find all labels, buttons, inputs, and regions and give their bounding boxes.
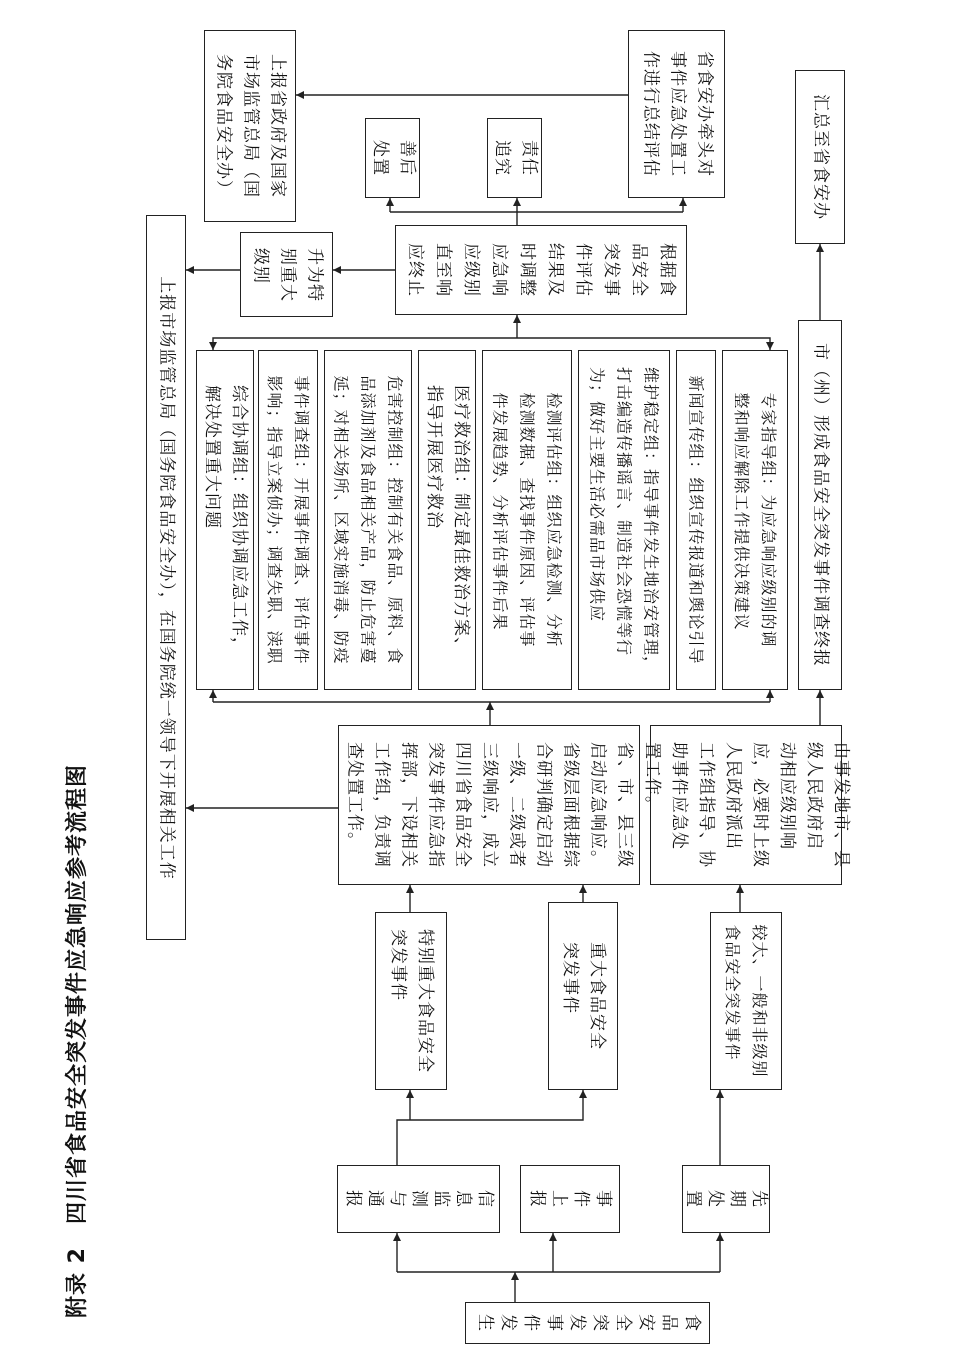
- page-title: 附录 2 四川省食品安全突发事件应急响应参考流程图: [65, 764, 90, 1318]
- summary-province-box: [795, 70, 845, 244]
- group-investigation-box: [258, 350, 318, 690]
- group-investigation-text: 事件调查组：开展事件调查、评估事件 影响；指导立案侦办；调查失职、渎职: [265, 375, 311, 665]
- provincial-response-box: [338, 725, 640, 885]
- local-response-box: [642, 725, 851, 885]
- state-report-text: 上报省政府及国家 市场监管总局（国 务院食品安全办）: [213, 54, 288, 198]
- provincial-response-text: 省、市、县三级 启动应急响应。 省级层面根据综 合研判确定启动 一级、二级或者 三级响应，成立 四川省食品安全 突发事件应急指 挥部，下设相关 工作组，负责调 查处置工作。: [344, 742, 635, 868]
- city-report-box: [798, 320, 842, 690]
- group-news-box: [676, 350, 716, 690]
- evaluation-box: [628, 30, 725, 198]
- group-expert-text: 专家指导组：为应急响应级别的调 整和响应解除工作提供决策建议: [732, 392, 778, 648]
- group-monitoring-box: [482, 350, 572, 690]
- accountability-box: [487, 118, 542, 198]
- state-report-box: [204, 30, 296, 222]
- group-stability-box: [578, 350, 670, 690]
- accountability-text: 责任 追究: [491, 140, 539, 176]
- group-coordination-box: [196, 350, 254, 690]
- city-report-text: 市（州）形成食品安全突发事件调查终报: [810, 343, 831, 667]
- upgrade-box: [240, 232, 333, 317]
- adjust-level-box: [395, 225, 687, 315]
- reporting-box: [520, 1165, 620, 1233]
- national-report-text: 上报市场监管总局（国务院食品安全办），在国务院统一领导下开展相关工作: [156, 275, 177, 880]
- reporting-text: 事 件 上 报: [527, 1190, 613, 1208]
- adjust-level-text: 根据食 品安全 突发事 件评估 结果及 时调整 应急响 应级别 直至响 应终止: [405, 243, 677, 297]
- event-occurrence-box: [465, 1302, 710, 1344]
- event-occurrence-text: 食 品 安 全 突 发 事 件 发 生: [474, 1314, 702, 1332]
- upgrade-text: 升为特 别重大 级别: [250, 247, 324, 302]
- group-stability-text: 维护稳定组：指导事件发生地治安管理， 打击编造传播谣言、制造社会恐慌等行 为；做好主要生活必需品市场供应: [587, 366, 661, 674]
- group-coordination-text: 综合协调组：组织协调应急工作， 解决处置重大问题: [202, 385, 249, 655]
- group-hazard-text: 危害控制组：控制有关食品、原料、食 品添加剂及食品相关产品，防止危害蔓 延；对相关场所、区域实施消毒、防疫: [331, 375, 405, 665]
- initial-handling-text: 先 期 处 置: [683, 1190, 769, 1208]
- initial-handling-box: [682, 1165, 770, 1233]
- evaluation-text: 省食安办牵头对 事件应急处置工 作进行总结评估: [640, 51, 714, 177]
- major-event-text: 重大食品安全 突发事件: [560, 942, 607, 1050]
- aftermath-box: [365, 118, 420, 198]
- summary-province-text: 汇总至省食安办: [810, 94, 831, 220]
- special-event-box: [375, 912, 447, 1090]
- group-medical-box: [418, 350, 476, 690]
- national-report-box: [146, 215, 186, 940]
- group-medical-text: 医疗救治组：制定最佳救治方案、 指导开展医疗救治: [424, 385, 471, 655]
- group-monitoring-text: 检测评估组：组织应急检测、分析 检测数据、查找事件原因、评估事 件发展趋势、分析评估事件后果: [490, 392, 564, 648]
- special-event-text: 特别重大食品安全 突发事件: [388, 929, 435, 1073]
- monitoring-box: [337, 1165, 500, 1233]
- general-event-box: [710, 912, 782, 1090]
- monitoring-text: 信 息 监 测 与 通 报: [342, 1190, 495, 1208]
- local-response-text: 由事发地市、县 级人民政府启 动相应级别响 应，必要时上级 人民政府派出 工作组指导、协 助事件应急处 置工作。: [642, 742, 851, 868]
- group-hazard-box: [324, 350, 412, 690]
- major-event-box: [548, 902, 618, 1090]
- group-expert-box: [722, 350, 788, 690]
- aftermath-text: 善后 处置: [369, 140, 417, 176]
- group-news-text: 新闻宣传组：组织宣传报道和舆论引导: [686, 375, 706, 665]
- general-event-text: 较大、一般和非级别 食品安全突发事件: [723, 924, 769, 1078]
